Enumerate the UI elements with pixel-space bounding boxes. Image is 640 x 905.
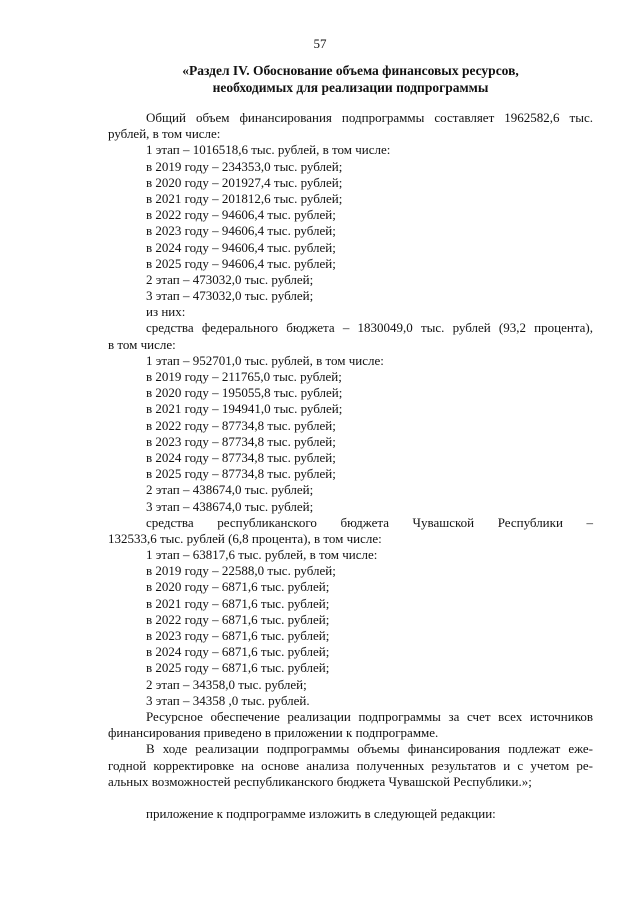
text-line: в 2022 году – 6871,6 тыс. рублей; [146, 611, 330, 627]
text-line: 2 этап – 34358,0 тыс. рублей; [146, 676, 307, 692]
text-line: в 2025 году – 6871,6 тыс. рублей; [146, 660, 330, 676]
text-line: 3 этап – 34358 ,0 тыс. рублей. [146, 692, 310, 708]
text-line: в 2021 году – 6871,6 тыс. рублей; [146, 595, 330, 611]
text-line: в 2023 году – 6871,6 тыс. рублей; [146, 628, 330, 643]
text-line: в 2023 году – 87734,8 тыс. рублей; [146, 433, 336, 449]
text-line: 3 этап – 473032,0 тыс. рублей; [146, 288, 314, 304]
text-line: 2 этап – 473032,0 тыс. рублей; [146, 271, 314, 287]
text-line: в 2020 году – 195055,8 тыс. рублей; [146, 385, 343, 401]
text-line: средства республиканского бюджета Чувашской Республики – [146, 514, 593, 530]
text-line: в 2021 году – 201812,6 тыс. рублей; [146, 190, 343, 206]
text-line: годной корректировке на основе анализа полученных результатов и с учетом ре- [108, 757, 593, 773]
text-line: 3 этап – 438674,0 тыс. рублей; [146, 498, 314, 514]
text-line: рублей, в том числе: [108, 126, 221, 142]
text-line: в том числе: [108, 336, 176, 352]
text-line: в 2024 году – 6871,6 тыс. рублей; [146, 644, 330, 660]
text-line: 2 этап – 438674,0 тыс. рублей; [146, 482, 314, 498]
blank-line [108, 790, 593, 806]
text-line: в 2024 году – 87734,8 тыс. рублей; [146, 449, 336, 465]
text-line: в 2022 году – 87734,8 тыс. рублей; [146, 417, 336, 433]
text-line: в 2019 году – 211765,0 тыс. рублей; [146, 369, 342, 384]
body-text [108, 110, 593, 822]
text-line: альных возможностей республиканского бюджета Чувашской Республики.»; [108, 773, 532, 789]
text-line: в 2021 году – 194941,0 тыс. рублей; [146, 401, 343, 417]
text-line: в 2020 году – 201927,4 тыс. рублей; [146, 174, 343, 190]
text-line: 1 этап – 63817,6 тыс. рублей, в том числе: [146, 547, 378, 563]
text-line: в 2025 году – 94606,4 тыс. рублей; [146, 255, 336, 271]
text-line: В ходе реализации подпрограммы объемы финансирования подлежат еже- [146, 741, 593, 757]
text-line: 1 этап – 1016518,6 тыс. рублей, в том числе: [146, 142, 391, 158]
section-heading-line-2: необходимых для реализации подпрограммы [212, 80, 489, 95]
text-line: 132533,6 тыс. рублей (6,8 процента), в том числе: [108, 530, 382, 546]
section-heading-line-1: «Раздел IV. Обоснование объема финансовых ресурсов, [182, 63, 519, 78]
text-line: приложение к подпрограмме изложить в следующей редакции: [146, 806, 496, 822]
text-line: средства федерального бюджета – 1830049,0 тыс. рублей (93,2 процента), [146, 320, 593, 336]
text-line: в 2024 году – 94606,4 тыс. рублей; [146, 239, 336, 255]
text-line: финансирования приведено в приложении к подпрограмме. [108, 725, 439, 741]
text-line: 1 этап – 952701,0 тыс. рублей, в том числе: [146, 352, 384, 368]
section-heading [108, 62, 593, 96]
text-line: Общий объем финансирования подпрограммы составляет 1962582,6 тыс. [146, 110, 593, 125]
text-line: в 2022 году – 94606,4 тыс. рублей; [146, 207, 336, 223]
text-line: в 2020 году – 6871,6 тыс. рублей; [146, 579, 330, 595]
text-line: в 2025 году – 87734,8 тыс. рублей; [146, 466, 336, 482]
text-line: из них: [146, 304, 186, 320]
page-number: 57 [313, 36, 327, 51]
text-line: в 2023 году – 94606,4 тыс. рублей; [146, 223, 336, 239]
text-line: Ресурсное обеспечение реализации подпрограммы за счет всех источников [146, 708, 593, 724]
text-line: в 2019 году – 22588,0 тыс. рублей; [146, 563, 336, 579]
text-line: в 2019 году – 234353,0 тыс. рублей; [146, 158, 343, 174]
